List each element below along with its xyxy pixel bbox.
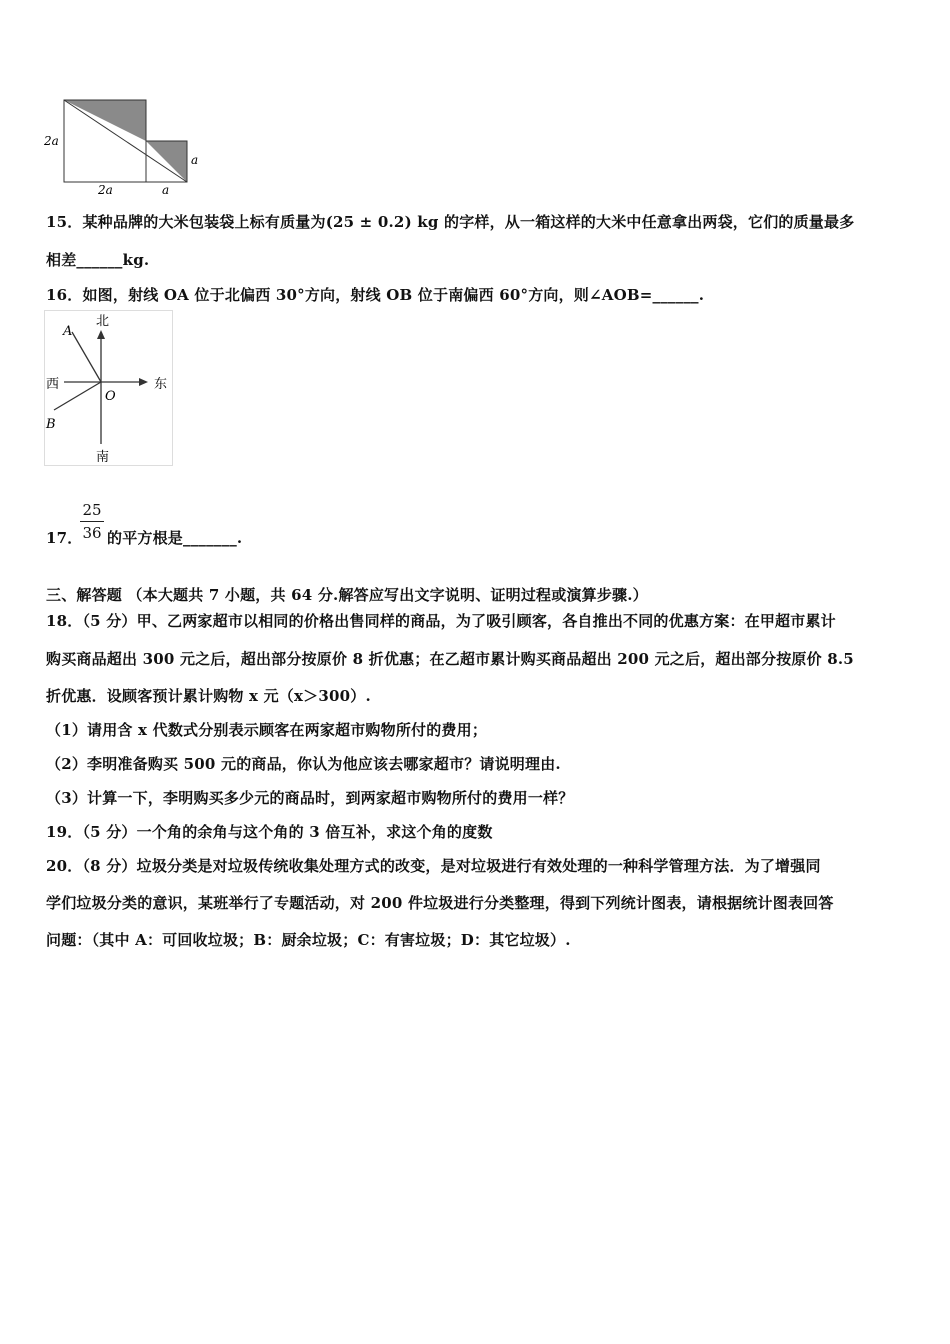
q15-line1: 15．某种品牌的大米包装袋上标有质量为(25 ± 0.2) kg 的字样，从一箱这样的大米中任意拿出两袋，它们的质量最多 bbox=[46, 213, 855, 231]
north-arrow-icon bbox=[97, 330, 105, 339]
q20-line2: 学们垃圾分类的意识，某班举行了专题活动，对 200 件垃圾进行分类整理，得到下列统计图表，请根据统计图表回答 bbox=[46, 894, 834, 912]
label-north: 北 bbox=[96, 314, 110, 329]
q19-text: 19．（5 分）一个角的余角与这个角的 3 倍互补，求这个角的度数 bbox=[46, 823, 493, 841]
compass-figure bbox=[44, 310, 179, 468]
q18-line1: 18．（5 分）甲、乙两家超市以相同的价格出售同样的商品，为了吸引顾客，各自推出不同的优惠方案：在甲超市累计 bbox=[46, 612, 836, 630]
fraction-bar bbox=[80, 521, 104, 522]
q20-line3: 问题：（其中 A：可回收垃圾；B：厨余垃圾；C：有害垃圾；D：其它垃圾）. bbox=[46, 931, 571, 949]
label-left-2a: 2a bbox=[44, 134, 59, 148]
label-b: B bbox=[46, 417, 56, 432]
fraction-denominator: 36 bbox=[82, 524, 102, 542]
q18-sub1: （1）请用含 x 代数式分别表示顾客在两家超市购物所付的费用； bbox=[46, 721, 488, 739]
q18-sub2: （2）李明准备购买 500 元的商品，你认为他应该去哪家超市？请说明理由. bbox=[46, 755, 561, 773]
label-a: A bbox=[63, 324, 73, 339]
label-south: 南 bbox=[96, 450, 110, 465]
q17-fraction bbox=[80, 500, 104, 543]
q15-formula: (25 ± 0.2) bbox=[325, 213, 412, 231]
label-bottom-a: a bbox=[162, 183, 170, 195]
east-arrow-icon bbox=[139, 378, 148, 386]
label-o: O bbox=[105, 389, 116, 404]
label-west: 西 bbox=[46, 377, 60, 392]
shaded-region-small bbox=[146, 141, 187, 182]
ray-oa bbox=[72, 332, 101, 382]
q18-line3: 折优惠．设顾客预计累计购物 x 元（x＞300）. bbox=[46, 687, 371, 705]
q15-line2: 相差______kg. bbox=[46, 251, 150, 269]
label-east: 东 bbox=[154, 377, 168, 392]
shaded-triangle-large bbox=[64, 100, 146, 141]
q17-number: 17． bbox=[46, 529, 83, 547]
q18-line2: 购买商品超出 300 元之后，超出部分按原价 8 折优惠；在乙超市累计购买商品超出 200 元之后，超出部分按原价 8.5 bbox=[46, 650, 854, 668]
section3-title: 三、解答题 （本大题共 7 小题，共 64 分.解答应写出文字说明、证明过程或演算步骤.） bbox=[46, 586, 648, 604]
q16-text: 16．如图，射线 OA 位于北偏西 30°方向，射线 OB 位于南偏西 60°方向，则∠AOB=______. bbox=[46, 286, 705, 304]
ray-ob bbox=[54, 382, 101, 410]
squares-figure bbox=[40, 95, 210, 195]
q17-text: 的平方根是_______. bbox=[107, 529, 243, 547]
label-bottom-2a: 2a bbox=[98, 183, 113, 195]
q20-line1: 20．（8 分）垃圾分类是对垃圾传统收集处理方式的改变，是对垃圾进行有效处理的一种科学管理方法．为了增强同 bbox=[46, 857, 821, 875]
label-right-a: a bbox=[191, 153, 199, 167]
q18-sub3: （3）计算一下，李明购买多少元的商品时，到两家超市购物所付的费用一样？ bbox=[46, 789, 574, 807]
fraction-numerator: 25 bbox=[82, 501, 102, 519]
